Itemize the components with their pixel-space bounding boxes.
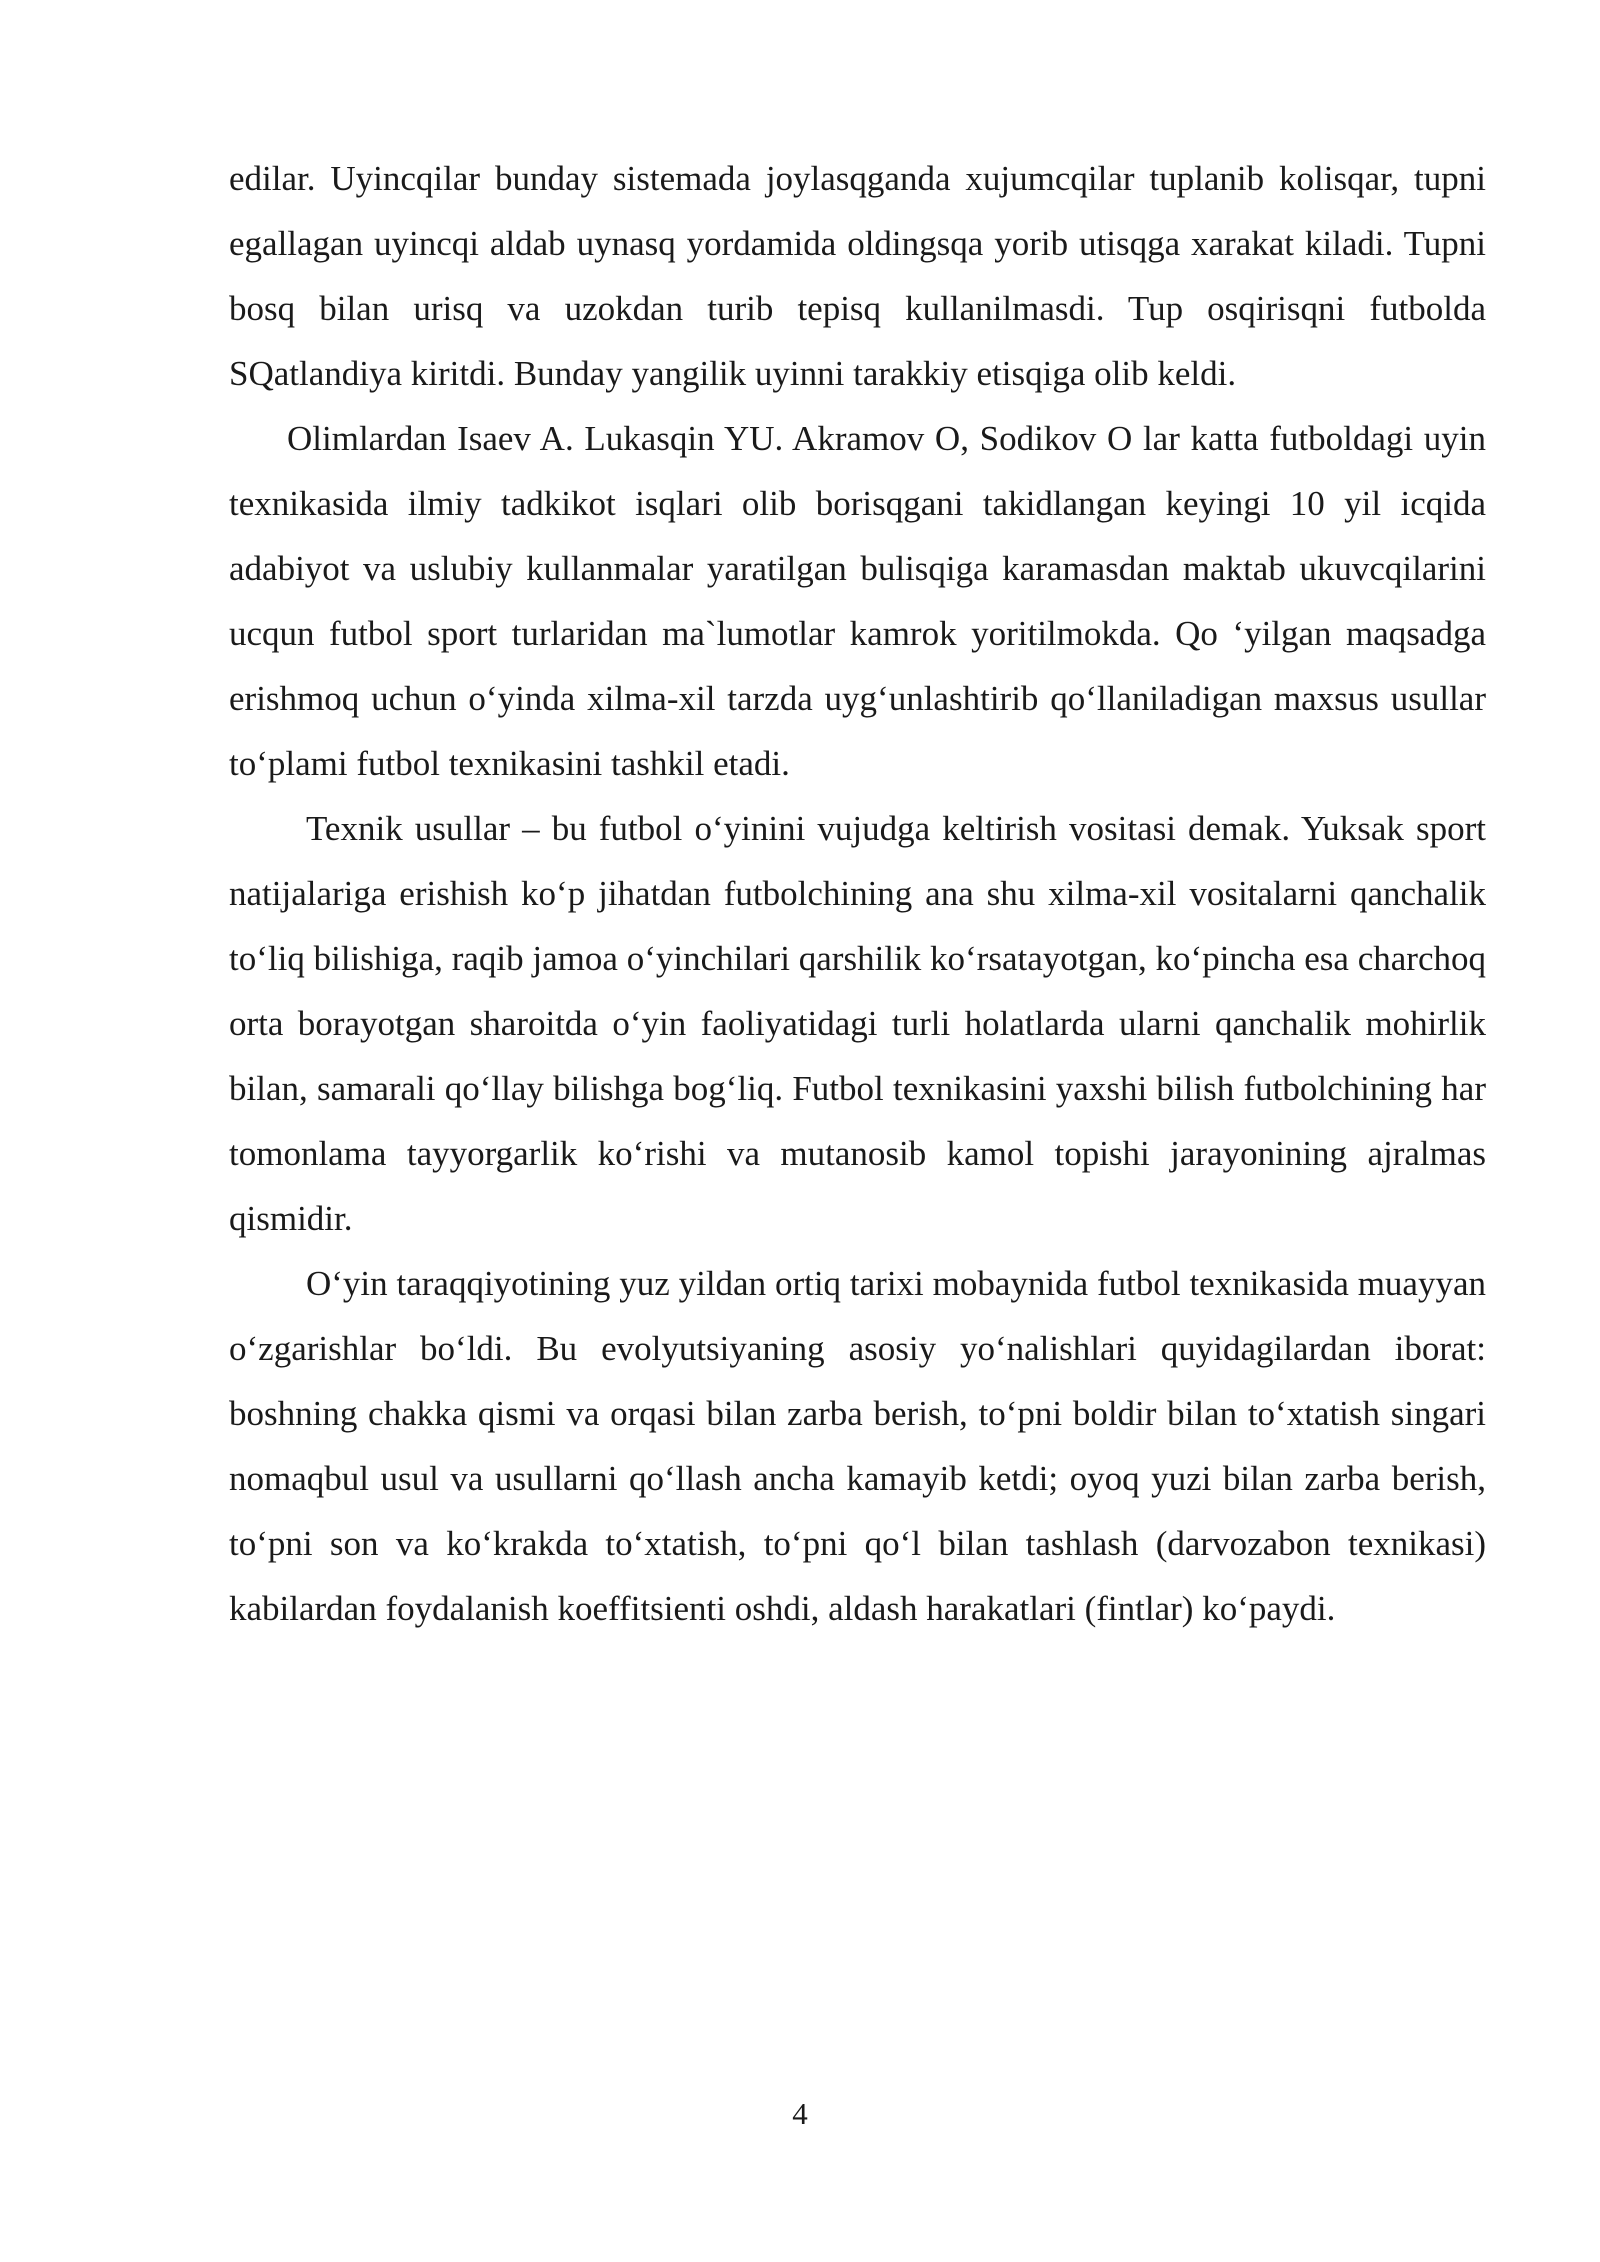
paragraph-evolution: O‘yin taraqqiyotining yuz yildan ortiq tarixi mobaynida futbol texnikasida muayyan o‘zgarishlar bo‘ldi. Bu evolyutsiyaning asosiy yo‘nalishlari quyidagilardan iborat: boshning chakka qismi va orqasi bilan zarba berish, to‘pni boldir bilan to‘xtatish singari nomaqbul usul va usullarni qo‘llash ancha kamayib ketdi; oyoq yuzi bilan zarba berish, to‘pni son va ko‘krakda to‘xtatish, to‘pni qo‘l bilan tashlash (darvozabon texnikasi) kabilardan foydalanish koeffitsienti oshdi, aldash harakatlari (fintlar) ko‘paydi.: [229, 1264, 1486, 1628]
paragraph-technical-methods: Texnik usullar – bu futbol o‘yinini vujudga keltirish vositasi demak. Yuksak sport natijalariga erishish ko‘p jihatdan futbolchining ana shu xilma-xil vositalarni qanchalik to‘liq bilishiga, raqib jamoa o‘yinchilari qarshilik ko‘rsatayotgan, ko‘pincha esa charchoq orta borayotgan sharoitda o‘yin faoliyatidagi turli holatlarda ularni qanchalik mohirlik bilan, samarali qo‘llay bilishga bog‘liq. Futbol texnikasini yaxshi bilish futbolchining har tomonlama tayyorgarlik ko‘rishi va mutanosib kamol topishi jarayonining ajralmas qismidir.: [229, 809, 1486, 1238]
page-number: 4: [792, 2096, 808, 2131]
paragraph-continuation: edilar. Uyincqilar bunday sistemada joylasqganda xujumcqilar tuplanib kolisqar, tupni egallagan uyincqi aldab uynasq yordamida oldingsqa yorib utisqga xarakat kiladi. Tupni bosq bilan urisq va uzokdan turib tepisq kullanilmasdi. Tup osqirisqni futbolda SQatlandiya kiritdi. Bunday yangilik uyinni tarakkiy etisqiga olib keldi.: [229, 159, 1486, 393]
paragraph-researchers: Olimlardan Isaev A. Lukasqin YU. Akramov O, Sodikov O lar katta futboldagi uyin texnikasida ilmiy tadkikot isqlari olib borisqgani takidlangan keyingi 10 yil icqida adabiyot va uslubiy kullanmalar yaratilgan bulisqiga karamasdan maktab ukuvcqilarini ucqun futbol sport turlaridan ma`lumotlar kamrok yoritilmokda. Qo ‘yilgan maqsadga erishmoq uchun o‘yinda xilma-xil tarzda uyg‘unlashtirib qo‘llaniladigan maxsus usullar to‘plami futbol texnikasini tashkil etadi.: [229, 419, 1486, 783]
body-text: [229, 146, 1486, 1641]
